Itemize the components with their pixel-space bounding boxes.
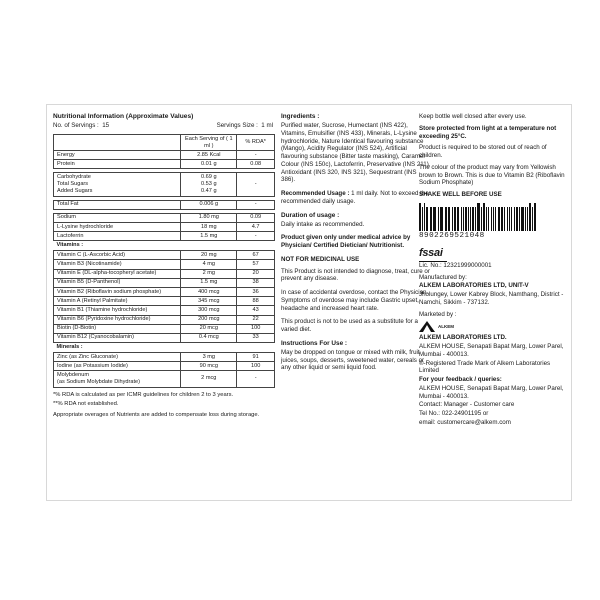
nutrition-table	[53, 134, 275, 388]
product-label	[46, 104, 572, 501]
barcode-bar	[454, 207, 456, 231]
barcode-bar	[493, 207, 494, 231]
barcode-bar	[438, 207, 439, 231]
vitamin-rda: 33	[237, 333, 275, 342]
vitamin-name: Vitamin C (L-Ascorbic Acid)	[54, 251, 181, 260]
nutrient-name: Energy	[54, 151, 181, 160]
barcode-bar	[486, 207, 487, 231]
nutrient-rda: 4.7	[237, 222, 275, 231]
vitamin-name: Vitamin B2 (Riboflavin sodium phosphate)	[54, 287, 181, 296]
vitamin-name: Vitamin A (Retinyl Palmitate)	[54, 297, 181, 306]
vitamin-amount: 400 mcg	[181, 287, 237, 296]
barcode-bar	[424, 203, 425, 231]
barcode-bar	[470, 207, 471, 231]
nutrient-row	[54, 222, 275, 231]
footnotes	[53, 392, 315, 420]
vitamin-row	[54, 278, 275, 287]
vitamin-row	[54, 297, 275, 306]
nutrient-amount: 0.01 g	[181, 160, 237, 169]
vitamin-row	[54, 324, 275, 333]
vitamin-name: Biotin (D-Biotin)	[54, 324, 181, 333]
table-header	[54, 134, 275, 150]
marketer-address: ALKEM HOUSE, Senapati Bapat Marg, Lower Parel, Mumbai - 400013.	[419, 343, 564, 358]
vitamin-row	[54, 315, 275, 324]
vitamin-rda: 22	[237, 315, 275, 324]
vitamin-amount: 0.4 mcg	[181, 333, 237, 342]
barcode-bar	[521, 207, 524, 231]
vitamin-amount: 20 mcg	[181, 324, 237, 333]
barcode-number: 8902269521048	[419, 231, 485, 240]
nutrient-amount: 2.85 Kcal	[181, 151, 237, 160]
barcode-bar	[472, 207, 474, 231]
servings-label: No. of Servings :	[53, 122, 99, 130]
barcode-bar	[477, 203, 480, 231]
servings-value: 15	[102, 122, 110, 130]
alkem-mark-icon	[419, 321, 435, 332]
vitamin-amount: 300 mcg	[181, 306, 237, 315]
nutrient-rda: -	[237, 151, 275, 160]
vitamin-name: Vitamin B6 (Pyridoxine hydrochloride)	[54, 315, 181, 324]
shake-well: SHAKE WELL BEFORE USE	[419, 191, 502, 198]
vitamin-rda: 20	[237, 269, 275, 278]
vitamin-row	[54, 251, 275, 260]
barcode-bar	[457, 207, 460, 231]
serving-size-label: Servings Size :	[216, 122, 258, 130]
manufacturer-address: Jholungey, Lower Kabrey Block, Namthang, District - Namchi, Sikkim - 737132.	[419, 291, 564, 306]
manufactured-by-label: Manufactured by:	[419, 273, 467, 281]
footnote-rda-not-established: **% RDA not established.	[53, 400, 119, 407]
ingredients-title: Ingredients :	[281, 113, 320, 120]
vitamin-amount: 200 mcg	[181, 315, 237, 324]
header-per-serving: Each Serving of ( 1 ml )	[181, 134, 237, 150]
barcode-bar	[504, 207, 505, 231]
barcode-bar	[509, 207, 511, 231]
mineral-rda: 91	[237, 353, 275, 362]
vitamin-rda: 36	[237, 287, 275, 296]
barcode-bar	[481, 207, 482, 231]
barcode-bar	[525, 207, 526, 231]
vitamin-amount: 4 mg	[181, 260, 237, 269]
barcode-bar	[516, 207, 518, 231]
barcode-bar	[527, 207, 528, 231]
nutrition-column	[53, 113, 315, 421]
vitamin-amount: 20 mg	[181, 251, 237, 260]
nutrient-name: L-Lysine hydrochloride	[54, 222, 181, 231]
usage-title: Recommended Usage :	[281, 190, 350, 197]
minerals-heading: Minerals :	[56, 344, 83, 351]
license-number: Lic. No.: 12321999000001	[419, 261, 492, 269]
barcode-bar	[468, 207, 469, 231]
barcode-bar	[461, 207, 462, 231]
header-rda: % RDA*	[237, 134, 275, 150]
barcode-bar	[501, 207, 503, 231]
colour-note: The colour of the product may vary from Yellowish brown to Brown. This is due to Vitamin B2 (Riboflavin Sodium Phosphate)	[419, 163, 565, 187]
barcode-bar	[449, 207, 450, 231]
nutrient-row	[54, 160, 275, 169]
barcode-bar	[511, 207, 512, 231]
vitamin-rda: 38	[237, 278, 275, 287]
barcode-bar	[507, 207, 508, 231]
substitute-text: This product is not to be used as a substitute for a varied diet.	[281, 318, 418, 333]
mineral-row	[54, 362, 275, 371]
vitamin-row	[54, 333, 275, 342]
vitamin-amount: 2 mg	[181, 269, 237, 278]
nutrient-name: Lactoferrin	[54, 232, 181, 241]
barcode-bar	[519, 207, 520, 231]
vitamin-row	[54, 306, 275, 315]
email: email: customercare@alkem.com	[419, 418, 511, 426]
vitamin-rda: 57	[237, 260, 275, 269]
storage-temp: Store protected from light at a temperature not exceeding 25°C.	[419, 124, 557, 140]
mineral-rda: 100	[237, 362, 275, 371]
manufacturer-name: ALKEM LABORATORIES LTD, UNIT-V	[419, 282, 529, 290]
vitamin-row	[54, 269, 275, 278]
duration-text: Daily intake as recommended.	[281, 220, 365, 228]
mineral-name: Zinc (as Zinc Gluconate)	[54, 353, 181, 362]
nutrient-name: Protein	[54, 160, 181, 169]
footnote-overages: Appropriate overages of Nutrients are added to compensate loss during storage.	[53, 411, 260, 418]
nutrient-row	[54, 151, 275, 160]
barcode-bar	[529, 203, 531, 231]
vitamin-name: Vitamin B5 (D-Panthenol)	[54, 278, 181, 287]
ingredients-text: Purified water, Sucrose, Humectant (INS 422), Vitamins, Emulsifier (INS 433), Minerals, L-Lysine hydrochloride, Nature Identical flavouring substance (Mango), Acidity Regulator (INS 524), Artificial flavouring substance (Bitter taste masking), Caramel Colour (INS 150c), Lactoferrin, Preservative (INS 211), Antioxidant (INS 320, INS 321), Sequestrant (INS 386).	[281, 122, 431, 184]
children-warning: Product is required to be stored out of reach of children.	[419, 144, 547, 159]
barcode-bar	[532, 207, 533, 231]
keep-closed: Keep bottle well closed after every use.	[419, 113, 527, 120]
vitamin-name: Vitamin B3 (Nicotinamide)	[54, 260, 181, 269]
barcode-bar	[445, 207, 447, 231]
duration-title: Duration of usage :	[281, 211, 340, 219]
nutrient-rda: 0.08	[237, 160, 275, 169]
marketer-name: ALKEM LABORATORIES LTD.	[419, 334, 507, 342]
nutrient-rda: 0.09	[237, 213, 275, 222]
mineral-amount: 3 mg	[181, 353, 237, 362]
mineral-row	[54, 353, 275, 362]
telephone: Tel No.: 022-24901195 or	[419, 410, 489, 418]
advice-text: Product given only under medical advice by Physician/ Certified Dietician/ Nutritionist.	[281, 234, 411, 249]
vitamin-name: Vitamin B1 (Thiamine hydrochloride)	[54, 306, 181, 315]
vitamin-name: Vitamin E (DL-alpha-tocopheryl acetate)	[54, 269, 181, 278]
nutrient-rda: -	[237, 232, 275, 241]
table-row-carbs: Carbohydrate Total Sugars Added Sugars 0.69 g 0.53 g 0.47 g -	[54, 173, 275, 196]
not-medicinal: NOT FOR MEDICINAL USE	[281, 255, 360, 263]
barcode-bar	[448, 207, 449, 231]
barcode-bar	[430, 207, 431, 231]
barcode-bar	[488, 207, 489, 231]
instructions-title: Instructions For Use :	[281, 339, 348, 347]
mineral-name: Iodine (as Potassium Iodide)	[54, 362, 181, 371]
barcode-bar	[440, 207, 441, 231]
barcode-bar	[426, 207, 428, 231]
servings-line	[53, 122, 273, 130]
barcode-bar	[431, 207, 432, 231]
vitamin-row	[54, 287, 275, 296]
nutrient-name: Sodium	[54, 213, 181, 222]
barcode-bar	[514, 207, 515, 231]
barcode	[419, 203, 565, 231]
not-intended-text: This Product is not intended to diagnose, treat, cure or prevent any disease.	[281, 267, 430, 283]
vitamin-rda: 43	[237, 306, 275, 315]
nutrient-amount: 1.5 mg	[181, 232, 237, 241]
nutrient-amount: 18 mg	[181, 222, 237, 231]
barcode-bar	[452, 207, 453, 231]
vitamin-amount: 345 mcg	[181, 297, 237, 306]
trademark-note: ®-Registered Trade Mark of Alkem Laboratories Limited	[419, 359, 551, 375]
barcode-bar	[475, 207, 476, 231]
alkem-logo-text: ALKEM	[438, 324, 454, 330]
feedback-address: ALKEM HOUSE, Senapati Bapat Marg, Lower Parel, Mumbai - 400013.	[419, 384, 564, 400]
nutrient-row	[54, 232, 275, 241]
instructions-text: May be dropped on tongue or mixed with milk, fruit juices, soups, desserts, sweetened water, cereals or any other liquid or semi liquid food.	[281, 348, 425, 372]
middle-column	[281, 113, 431, 376]
serving-size-value: 1 ml	[261, 122, 273, 130]
usage-text: 1 ml daily. Not to exceed the recommended daily usage.	[281, 190, 429, 205]
table-row-fat: Total Fat 0.006 g -	[54, 200, 275, 209]
right-column	[419, 113, 565, 431]
contact: Contact: Manager - Customer care	[419, 401, 515, 409]
overdose-text: In case of accidental overdose, contact the Physician. Symptoms of overdose may include Gastric upset, headache and increased heart rate.	[281, 289, 429, 312]
vitamin-rda: 100	[237, 324, 275, 333]
barcode-bar	[483, 203, 485, 231]
nutrient-row	[54, 213, 275, 222]
barcode-bar	[422, 207, 423, 231]
barcode-bar	[463, 207, 464, 231]
nutrient-amount: 1.80 mg	[181, 213, 237, 222]
marketed-by-label: Marketed by :	[419, 310, 457, 318]
barcode-bar	[491, 207, 493, 231]
footnote-rda: *% RDA is calculated as per ICMR guidelines for children 2 to 3 years.	[53, 391, 234, 398]
feedback-label: For your feedback / queries:	[419, 376, 502, 384]
vitamin-row	[54, 260, 275, 269]
alkem-logo	[419, 321, 565, 332]
vitamin-rda: 67	[237, 251, 275, 260]
barcode-bar	[498, 207, 501, 231]
mineral-amount: 90 mcg	[181, 362, 237, 371]
barcode-bar	[441, 207, 443, 231]
barcode-bar	[419, 203, 421, 231]
table-row-molybdenum: Molybdenum (as Sodium Molybdate Dihydrate) 2 mcg -	[54, 371, 275, 387]
barcode-bar	[433, 207, 436, 231]
barcode-bar	[495, 207, 496, 231]
nutrition-title: Nutritional Information (Approximate Values)	[53, 113, 194, 120]
vitamins-heading: Vitamins :	[56, 242, 84, 249]
vitamin-amount: 1.5 mg	[181, 278, 237, 287]
barcode-bar	[534, 203, 536, 231]
fssai-logo: fssai	[419, 247, 443, 260]
vitamin-name: Vitamin B12 (Cyanocobalamin)	[54, 333, 181, 342]
vitamin-rda: 88	[237, 297, 275, 306]
barcode-bar	[465, 207, 467, 231]
